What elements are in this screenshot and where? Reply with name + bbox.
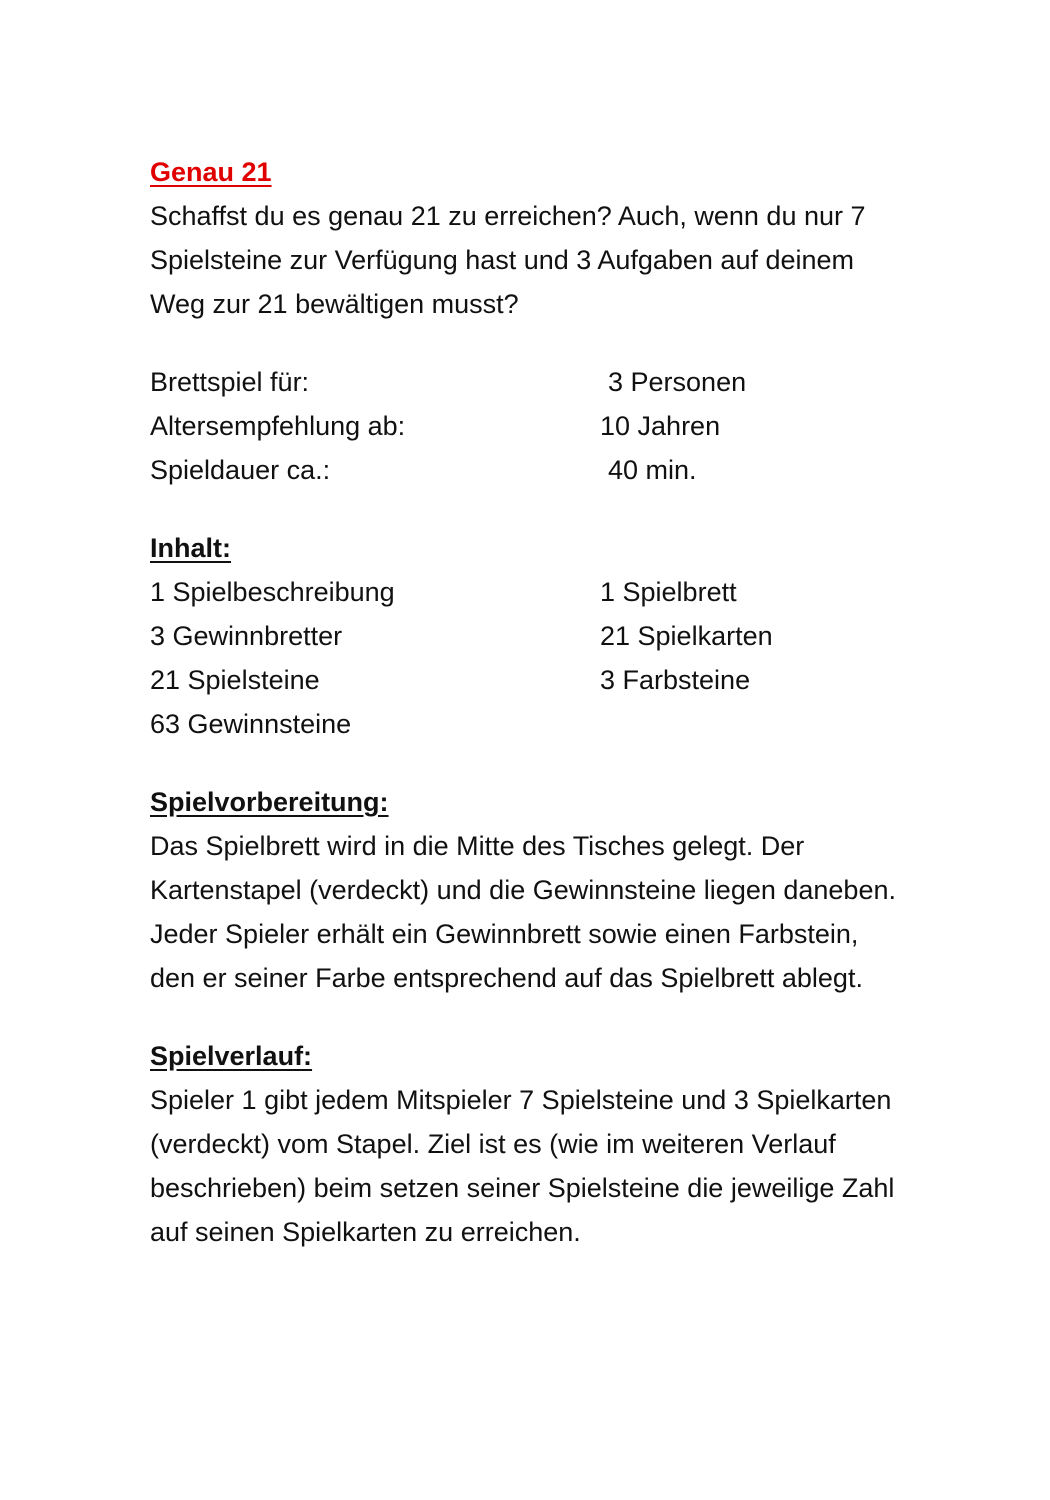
- info-value: 3 Personen: [608, 367, 747, 397]
- gameplay-heading: Spielverlauf:: [150, 1041, 313, 1071]
- spacer: [150, 746, 910, 780]
- preparation-section: [150, 780, 910, 1000]
- contents-item: 1 Spielbrett: [600, 577, 737, 607]
- contents-item: 21 Spielsteine: [150, 665, 320, 695]
- document-title: Genau 21: [150, 157, 272, 187]
- info-label: Spieldauer ca.:: [150, 455, 331, 485]
- contents-heading: Inhalt:: [150, 533, 231, 563]
- info-row-age: [150, 404, 910, 448]
- contents-section: [150, 526, 910, 746]
- document-page: [150, 150, 910, 1254]
- info-label: Brettspiel für:: [150, 367, 310, 397]
- spacer: [150, 326, 910, 360]
- contents-item: 21 Spielkarten: [600, 621, 773, 651]
- contents-item: 63 Gewinnsteine: [150, 709, 352, 739]
- gameplay-section: [150, 1034, 910, 1254]
- preparation-text: Das Spielbrett wird in die Mitte des Tisches gelegt. Der Kartenstapel (verdeckt) und die Gewinnsteine liegen daneben. Jeder Spieler erhält ein Gewinnbrett sowie einen Farbstein, den er seiner Farbe entsprechend auf das Spielbrett ablegt.: [150, 831, 896, 993]
- contents-row: [150, 658, 910, 702]
- contents-item: 1 Spielbeschreibung: [150, 577, 395, 607]
- contents-row: [150, 570, 910, 614]
- game-info: [150, 360, 910, 492]
- intro-paragraph: Schaffst du es genau 21 zu erreichen? Auch, wenn du nur 7 Spielsteine zur Verfügung hast und 3 Aufgaben auf deinem Weg zur 21 bewältigen musst?: [150, 201, 866, 319]
- preparation-heading: Spielvorbereitung:: [150, 787, 389, 817]
- spacer: [150, 1000, 910, 1034]
- info-value: 10 Jahren: [600, 411, 721, 441]
- contents-row: [150, 702, 910, 746]
- info-row-duration: [150, 448, 910, 492]
- gameplay-text: Spieler 1 gibt jedem Mitspieler 7 Spielsteine und 3 Spielkarten (verdeckt) vom Stapel. Ziel ist es (wie im weiteren Verlauf beschrieben) beim setzen seiner Spielsteine die jeweilige Zahl auf seinen Spielkarten zu erreichen.: [150, 1085, 895, 1247]
- contents-item: 3 Farbsteine: [600, 665, 751, 695]
- contents-row: [150, 614, 910, 658]
- contents-item: 3 Gewinnbretter: [150, 621, 343, 651]
- info-value: 40 min.: [608, 455, 697, 485]
- info-label: Altersempfehlung ab:: [150, 411, 406, 441]
- spacer: [150, 492, 910, 526]
- info-row-players: [150, 360, 910, 404]
